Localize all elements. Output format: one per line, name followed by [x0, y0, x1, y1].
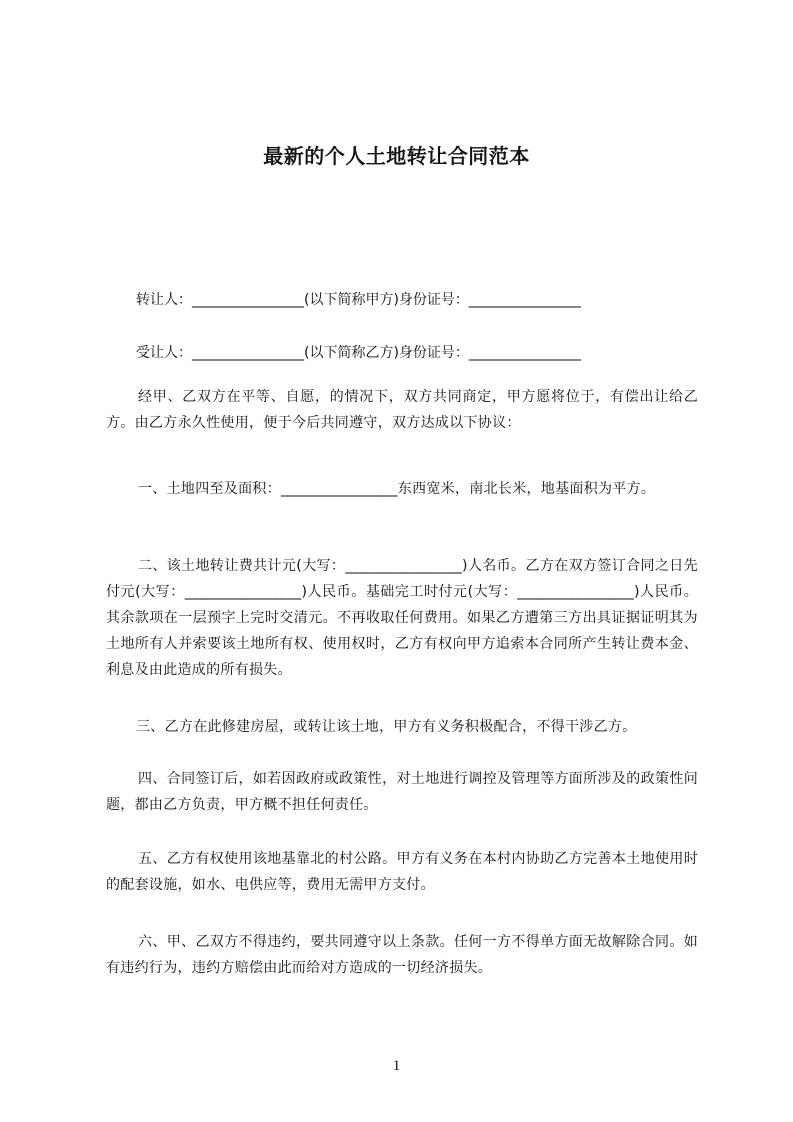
clause-1: 一、土地四至及面积：________________东西宽米，南北长米，地基面积为平方。: [138, 481, 656, 497]
page-number: 1: [392, 1058, 401, 1074]
clause-3: 三、乙方在此修建房屋，或转让该土地，甲方有义务积极配合，不得干涉乙方。: [136, 719, 637, 735]
transferee-line: 受让人：________________(以下简称乙方)身份证号：________________: [136, 345, 581, 361]
clause-4: 四、合同签订后，如若因政府或政策性，对土地进行调控及管理等方面所涉及的政策性问题，都由乙方负责，甲方概不担任何责任。: [106, 771, 698, 813]
clause-5: 五、乙方有权使用该地基靠北的村公路。甲方有义务在本村内协助乙方完善本土地使用时的配套设施，如水、电供应等，费用无需甲方支付。: [106, 851, 698, 893]
transferor-line: 转让人：________________(以下简称甲方)身份证号：________________: [136, 292, 581, 308]
page-title: 最新的个人土地转让合同范本: [263, 144, 530, 168]
clause-6: 六、甲、乙双方不得违约，要共同遵守以上条款。任何一方不得单方面无故解除合同。如有违约行为，违约方赔偿由此而给对方造成的一切经济损失。: [106, 934, 698, 976]
clause-2: 二、该土地转让费共计元(大写：________________)人名币。乙方在双方签订合同之日先付元(大写：________________)人民币。基础完工时付元(大写：________________)人民币。其余款项在一层预字上完时交清元。不再收取任何费用。如果乙方遭第三方出具证据证明其为土地所有人并索要该土地所有权、使用权时，乙方有权向甲方追索本合同所产生转让费本金、利息及由此造成的所有损失。: [106, 558, 698, 678]
intro-paragraph: 经甲、乙双方在平等、自愿，的情况下，双方共同商定，甲方愿将位于，有偿出让给乙方。由乙方永久性使用，便于今后共同遵守，双方达成以下协议：: [106, 389, 698, 431]
